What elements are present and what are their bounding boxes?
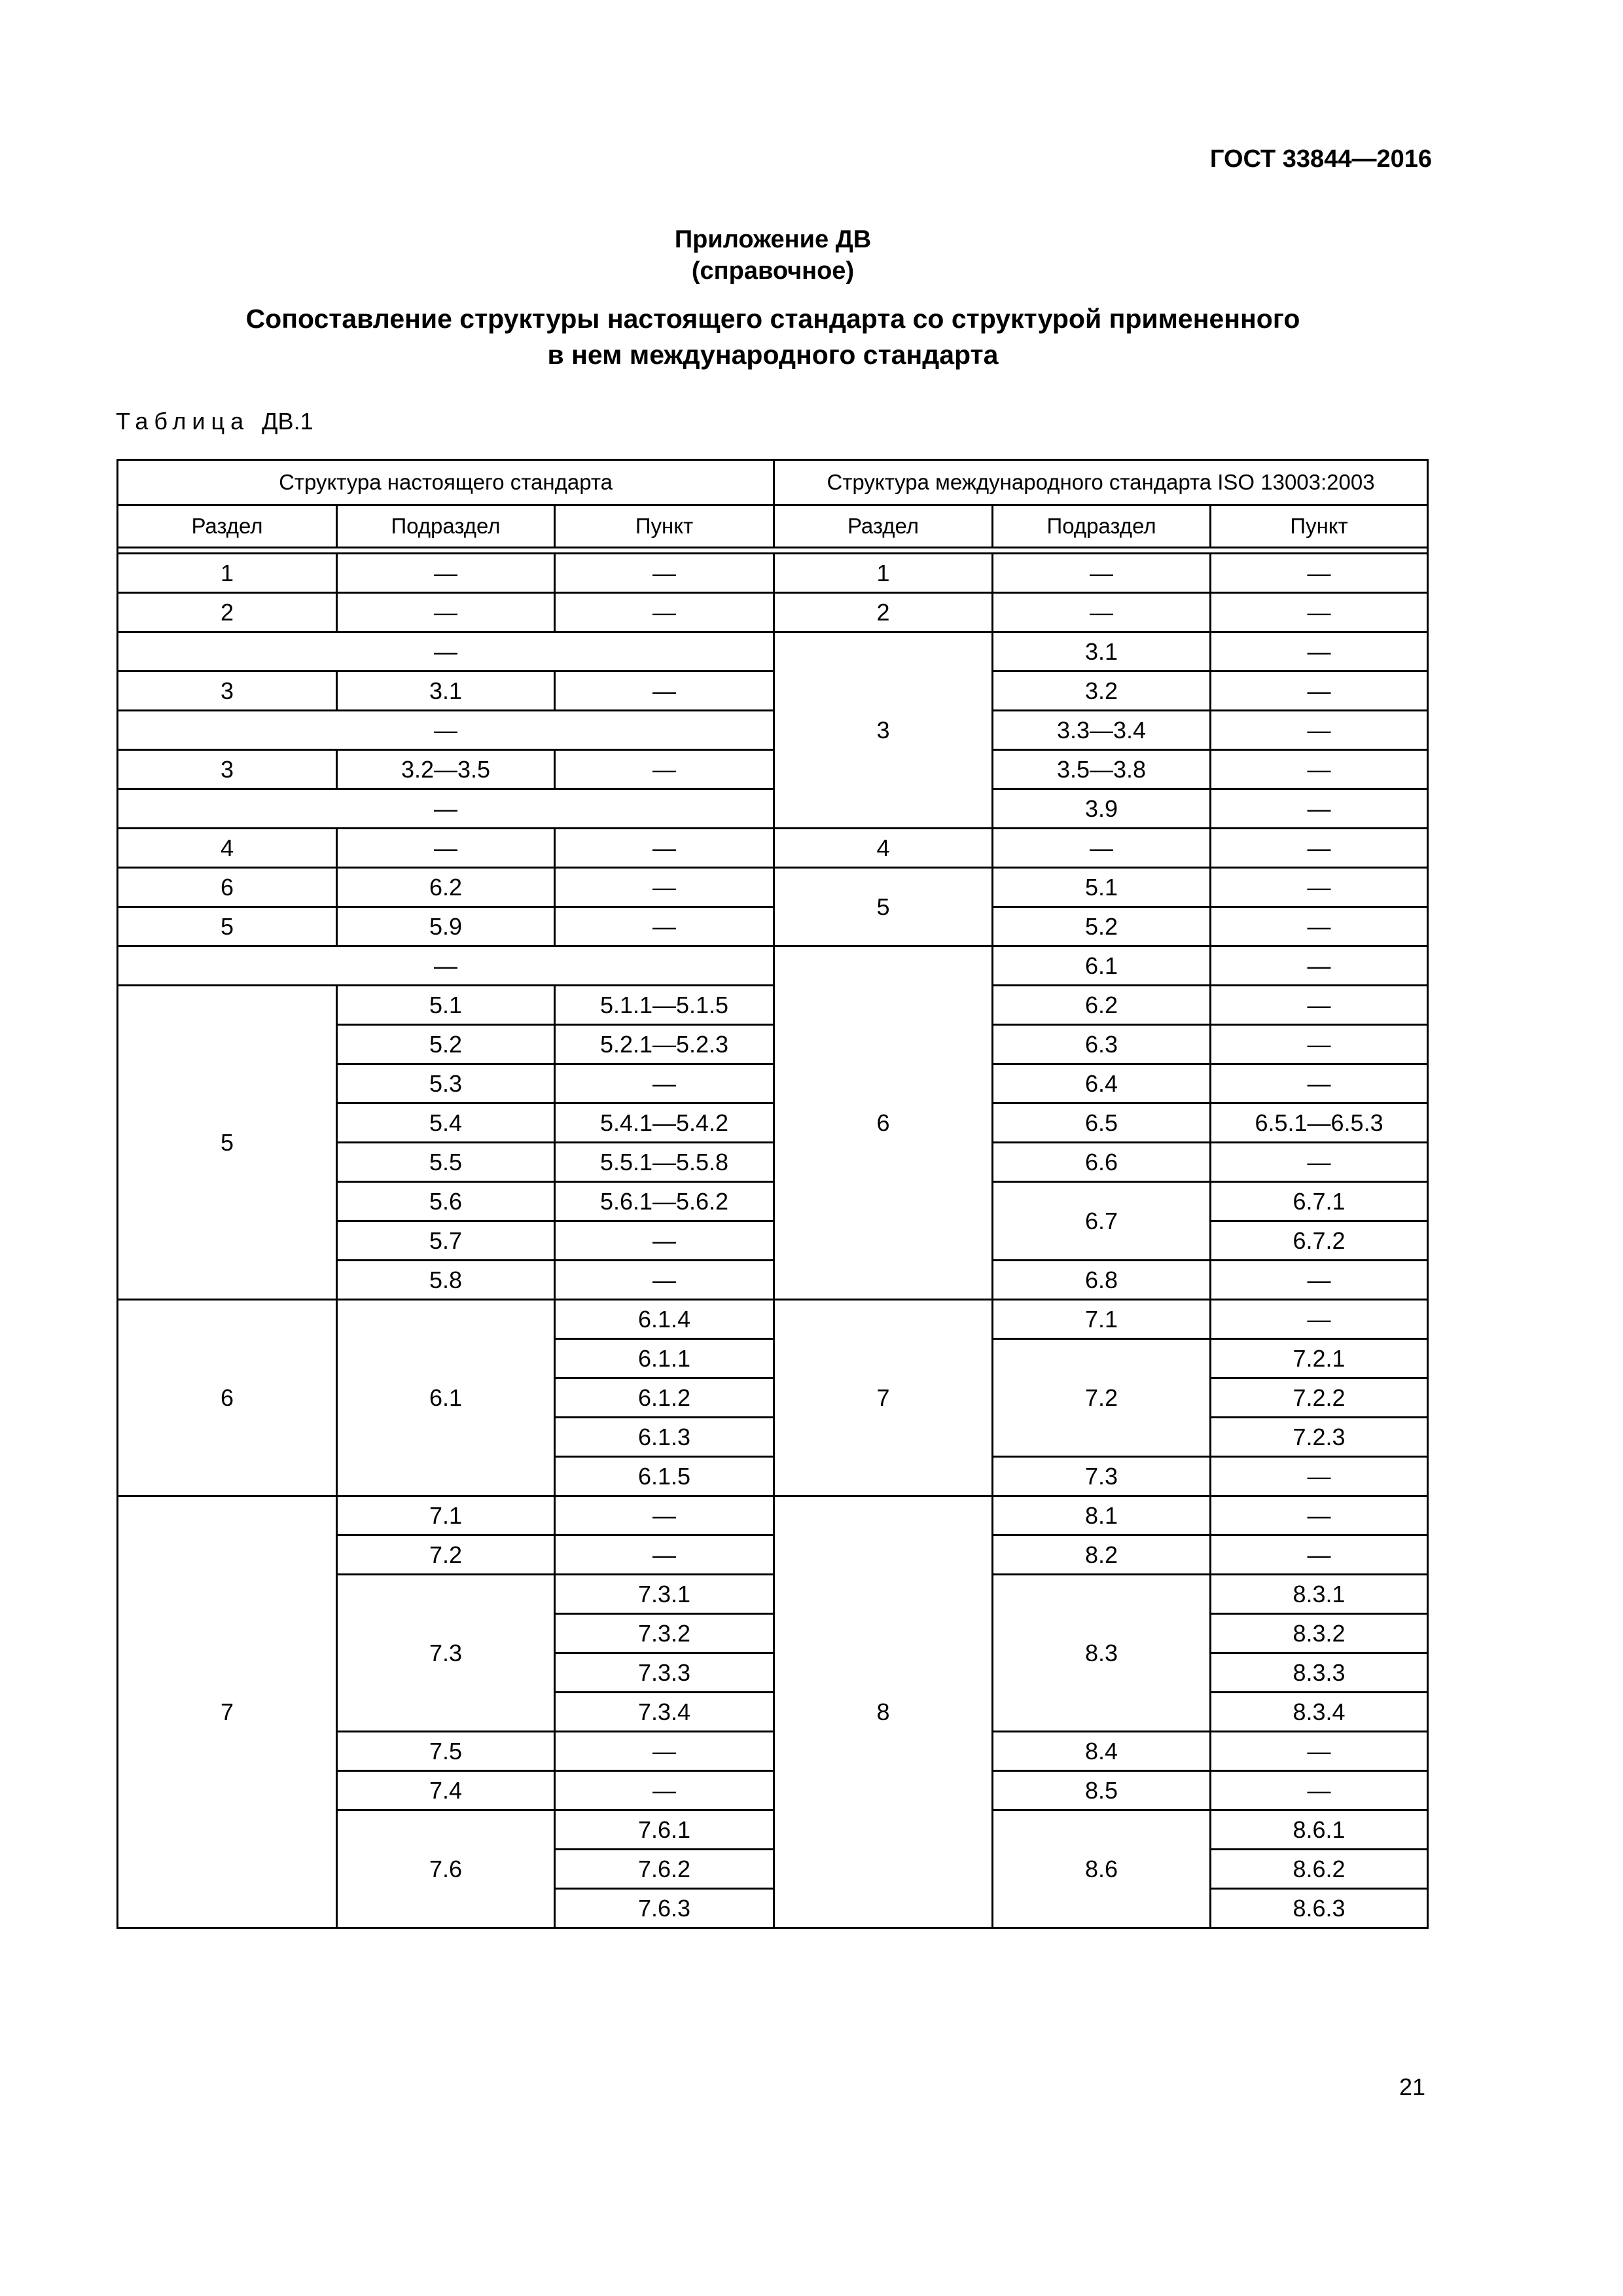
table-cell: — [1211,750,1428,789]
table-cell: 3 [118,750,337,789]
page-number: 21 [1399,2073,1425,2100]
table-cell: — [118,946,774,986]
appendix-title: Приложение ДВ [674,226,872,253]
table-cell: 7.3.3 [555,1653,774,1693]
table-row [118,868,1428,907]
table-cell: 5.1.1—5.1.5 [555,986,774,1025]
table-cell: 7.5 [337,1732,555,1771]
comparison-table [116,459,1429,1929]
table-row [118,750,1428,789]
table-row [118,632,1428,672]
table-cell: 3.5—3.8 [993,750,1211,789]
table-cell: — [1211,672,1428,711]
table-cell: — [1211,1771,1428,1810]
table-cell: 8.6 [993,1810,1211,1928]
table-row [118,1300,1428,1339]
table-cell: 8.6.3 [1211,1889,1428,1928]
table-cell: 6.4 [993,1064,1211,1103]
table-cell: — [118,789,774,829]
table-row [118,789,1428,829]
table-cell: 5.9 [337,907,555,946]
table-row [118,829,1428,868]
table-cell: — [1211,946,1428,986]
table-cell: 7.2.2 [1211,1378,1428,1418]
table-cell: 7.2 [337,1535,555,1575]
table-cell: 7.3 [337,1575,555,1732]
table-cell: 8.1 [993,1496,1211,1535]
table-cell: 1 [118,554,337,593]
table-cell: 7.3.2 [555,1614,774,1653]
table-cell: — [1211,1025,1428,1064]
table-cell: 6.2 [337,868,555,907]
table-cell: 5.6.1—5.6.2 [555,1182,774,1221]
table-cell: 5.1 [993,868,1211,907]
table-cell: 8.3.2 [1211,1614,1428,1653]
table-cell: 5.3 [337,1064,555,1103]
table-cell: — [1211,1496,1428,1535]
table-cell: — [1211,711,1428,750]
table-cell: 5.2 [993,907,1211,946]
header-separator [118,548,1428,554]
table-cell: 5.5.1—5.5.8 [555,1143,774,1182]
table-cell: — [555,868,774,907]
table-cell: 6.3 [993,1025,1211,1064]
table-cell: — [1211,907,1428,946]
document-code: ГОСТ 33844—2016 [1209,145,1432,173]
table-cell: — [1211,868,1428,907]
appendix-type: (справочное) [691,257,855,285]
table-cell: 6 [774,946,993,1300]
table-cell: 7.6.1 [555,1810,774,1850]
table-cell: 6.1 [993,946,1211,986]
table-cell: — [555,907,774,946]
table-cell: — [1211,632,1428,672]
table-row [118,946,1428,986]
table-cell: 5.2 [337,1025,555,1064]
table-cell: 6 [118,1300,337,1496]
table-cell: — [993,593,1211,632]
table-cell: — [555,1261,774,1300]
table-cell: 6.1.5 [555,1457,774,1496]
table-cell: 8.3.3 [1211,1653,1428,1693]
table-cell: 5 [118,907,337,946]
table-cell: — [1211,1300,1428,1339]
table-cell: 7.6.3 [555,1889,774,1928]
table-cell: 5.4.1—5.4.2 [555,1103,774,1143]
table-cell: 7.3.1 [555,1575,774,1614]
column-header: Раздел [118,505,337,548]
table-caption-label: Таблица [116,408,250,435]
table-cell: 6.8 [993,1261,1211,1300]
table-cell: 2 [118,593,337,632]
table-cell: 7.3.4 [555,1693,774,1732]
table-cell: — [555,829,774,868]
table-cell: 6.1.2 [555,1378,774,1418]
table-cell: 5.5 [337,1143,555,1182]
heading-line-2: в нем международного стандарта [547,340,999,370]
table-cell: 5.2.1—5.2.3 [555,1025,774,1064]
document-heading [118,301,1428,373]
table-cell: 5 [774,868,993,946]
table-cell: — [337,554,555,593]
table-cell: — [1211,1457,1428,1496]
table-cell: 6.7.2 [1211,1221,1428,1261]
table-cell: — [555,1535,774,1575]
table-cell: — [1211,789,1428,829]
table-cell: — [993,829,1211,868]
column-header: Подраздел [993,505,1211,548]
table-cell: 8.4 [993,1732,1211,1771]
table-cell: 6.5.1—6.5.3 [1211,1103,1428,1143]
table-cell: — [1211,986,1428,1025]
table-cell: 4 [118,829,337,868]
table-cell: 6.1 [337,1300,555,1496]
table-cell: 7.4 [337,1771,555,1810]
table-cell: 7.3 [993,1457,1211,1496]
table-cell: — [555,554,774,593]
table-cell: 6.1.3 [555,1418,774,1457]
table-cell: 8.3.1 [1211,1575,1428,1614]
table-cell: 7.6 [337,1810,555,1928]
table-group-header-row [118,460,1428,505]
table-cell: 6.7 [993,1182,1211,1261]
column-header: Пункт [1211,505,1428,548]
table-cell: 7.2.3 [1211,1418,1428,1457]
column-header: Пункт [555,505,774,548]
table-cell: — [555,1732,774,1771]
table-cell: — [555,750,774,789]
table-cell: 7.6.2 [555,1850,774,1889]
table-row [118,593,1428,632]
table-cell: 5 [118,986,337,1300]
table-cell: 7.2 [993,1339,1211,1457]
table-cell: 6.5 [993,1103,1211,1143]
table-cell: 8.3.4 [1211,1693,1428,1732]
table-cell: — [1211,593,1428,632]
table-cell: 6.7.1 [1211,1182,1428,1221]
table-cell: 8.6.2 [1211,1850,1428,1889]
table-cell: 7 [774,1300,993,1496]
table-cell: 5.1 [337,986,555,1025]
table-cell: 3 [774,632,993,829]
column-header: Подраздел [337,505,555,548]
table-cell: 4 [774,829,993,868]
table-cell: 3.3—3.4 [993,711,1211,750]
table-cell: 5.8 [337,1261,555,1300]
table-cell: 6.1.1 [555,1339,774,1378]
table-cell: 6.1.4 [555,1300,774,1339]
table-cell: 3.1 [337,672,555,711]
table-row [118,711,1428,750]
table-cell: — [118,711,774,750]
table-cell: — [1211,1535,1428,1575]
table-cell: — [1211,1732,1428,1771]
table-cell: 8.6.1 [1211,1810,1428,1850]
table-cell: — [118,632,774,672]
table-cell: 7.1 [337,1496,555,1535]
group-header-current-standard: Структура настоящего стандарта [118,460,774,505]
table-row [118,907,1428,946]
table-cell: 1 [774,554,993,593]
table-cell: — [1211,1143,1428,1182]
table-row [118,986,1428,1025]
column-header: Раздел [774,505,993,548]
table-cell: — [337,593,555,632]
table-row [118,554,1428,593]
table-cell: 3.2 [993,672,1211,711]
table-cell: — [555,1064,774,1103]
table-cell: 7.1 [993,1300,1211,1339]
table-cell: — [1211,1261,1428,1300]
table-cell: 6.6 [993,1143,1211,1182]
table-cell: — [1211,554,1428,593]
group-header-international-standard: Структура международного стандарта ISO 13003:2003 [774,460,1428,505]
table-cell: 8.5 [993,1771,1211,1810]
table-cell: 3 [118,672,337,711]
table-caption-number: ДВ.1 [262,408,313,435]
header-separator-row [118,548,1428,554]
table-cell: 6.2 [993,986,1211,1025]
table-cell: — [555,1771,774,1810]
heading-line-1: Сопоставление структуры настоящего стандарта со структурой примененного [245,304,1300,334]
table-cell: — [337,829,555,868]
table-cell: 3.2—3.5 [337,750,555,789]
table-caption [116,408,313,435]
table-cell: 8.3 [993,1575,1211,1732]
table-cell: 7.2.1 [1211,1339,1428,1378]
table-cell: — [1211,1064,1428,1103]
table-row [118,1496,1428,1535]
table-cell: — [555,672,774,711]
table-cell: 8.2 [993,1535,1211,1575]
table-cell: 6 [118,868,337,907]
table-cell: 5.7 [337,1221,555,1261]
table-column-header-row [118,505,1428,548]
table-cell: 3.9 [993,789,1211,829]
table-cell: — [555,593,774,632]
table-cell: 7 [118,1496,337,1928]
table-cell: 3.1 [993,632,1211,672]
table-cell: 2 [774,593,993,632]
table-cell: — [1211,829,1428,868]
table-cell: — [993,554,1211,593]
table-cell: 5.6 [337,1182,555,1221]
table-cell: 8 [774,1496,993,1928]
table-cell: — [555,1221,774,1261]
table-cell: 5.4 [337,1103,555,1143]
table-cell: — [555,1496,774,1535]
table-row [118,672,1428,711]
